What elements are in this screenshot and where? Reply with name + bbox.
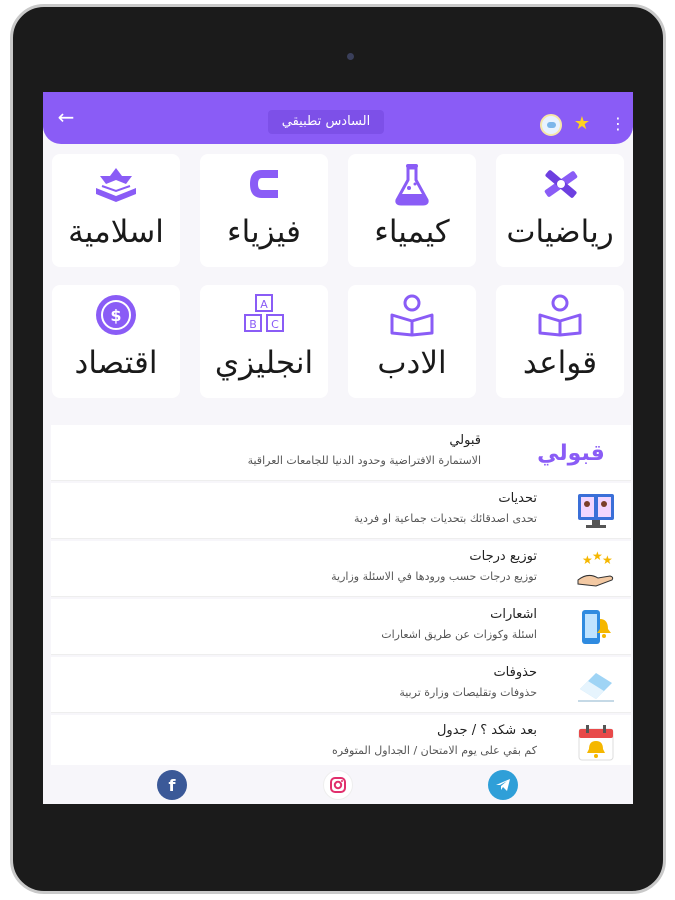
svg-text:★: ★ — [602, 553, 613, 567]
list-item-deletions[interactable] — [51, 657, 631, 713]
list-item-subtitle: حذوفات وتقليصات وزارة تربية — [399, 686, 537, 699]
list-item-subtitle: تحدى اصدقائك بتحديات جماعية او فردية — [353, 512, 537, 525]
calendar-alarm-icon — [575, 723, 617, 763]
subject-card-math[interactable] — [496, 154, 624, 267]
instagram-icon[interactable] — [323, 770, 353, 800]
subject-card-economy[interactable] — [52, 285, 180, 398]
qubooli-logo-text: قبولي — [537, 440, 605, 466]
subject-card-english[interactable] — [200, 285, 328, 398]
subject-card-literature[interactable] — [348, 285, 476, 398]
subject-label: فيزياء — [227, 214, 301, 250]
facebook-glyph: f — [168, 775, 176, 795]
subject-label: الادب — [377, 345, 447, 381]
subject-card-islamic[interactable] — [52, 154, 180, 267]
svg-text:A: A — [260, 298, 268, 311]
app-title: السادس تطبيقي — [268, 110, 384, 134]
flask-icon — [387, 162, 437, 206]
coin-icon — [91, 293, 141, 337]
app-bar — [43, 92, 633, 144]
more-vertical-icon[interactable]: ⋮ — [610, 114, 626, 133]
subject-label: اسلامية — [68, 214, 164, 250]
subject-label: انجليزي — [214, 345, 314, 381]
abc-blocks-icon — [239, 293, 289, 337]
list-item-qubooli[interactable] — [51, 425, 631, 481]
list-item-grades[interactable] — [51, 541, 631, 597]
quran-book-icon — [91, 162, 141, 206]
ruler-pencil-icon — [535, 162, 585, 206]
svg-text:★: ★ — [582, 553, 593, 567]
svg-text:C: C — [271, 318, 279, 331]
subject-card-grammar[interactable] — [496, 285, 624, 398]
list-item-countdown[interactable] — [51, 715, 631, 771]
svg-text:B: B — [249, 318, 257, 331]
subject-label: قواعد — [522, 345, 598, 381]
list-item-notifications[interactable] — [51, 599, 631, 655]
list-item-subtitle: الاستمارة الافتراضية وحدود الدنيا للجامعات العراقية — [247, 454, 481, 467]
list-item-title: بعد شكد ؟ / جدول — [436, 723, 537, 738]
subject-card-physics[interactable] — [200, 154, 328, 267]
subjects-grid — [52, 154, 624, 404]
telegram-icon[interactable] — [488, 770, 518, 800]
app-logo-icon[interactable] — [540, 114, 562, 136]
reader-icon — [387, 293, 437, 337]
list-item-title: قبولي — [449, 433, 481, 448]
arrow-back-icon[interactable]: ← — [57, 105, 75, 129]
svg-text:★: ★ — [592, 550, 603, 563]
list-item-title: حذوفات — [493, 665, 537, 680]
subject-card-chemistry[interactable] — [348, 154, 476, 267]
eraser-icon — [575, 665, 617, 705]
list-item-title: توزيع درجات — [469, 549, 537, 564]
list-item-subtitle: اسئلة وكوزات عن طريق اشعارات — [381, 628, 537, 641]
app-screen — [43, 92, 633, 804]
svg-text:$: $ — [110, 306, 122, 325]
subject-label: رياضيات — [506, 214, 614, 250]
list-item-title: اشعارات — [490, 607, 537, 622]
hand-stars-icon — [575, 549, 617, 589]
phone-bell-icon — [575, 607, 617, 647]
qubooli-logo — [531, 433, 611, 473]
monitor-people-icon — [575, 491, 617, 531]
list-item-subtitle: توزيع درجات حسب ورودها في الاسئلة وزارية — [331, 570, 537, 583]
star-icon[interactable]: ★ — [573, 113, 591, 134]
front-camera — [347, 53, 354, 60]
magnet-icon — [239, 162, 289, 206]
subject-label: اقتصاد — [74, 345, 158, 381]
subject-label: كيمياء — [374, 214, 450, 250]
list-item-subtitle: كم بقي على يوم الامتحان / الجداول المتوفره — [331, 744, 537, 757]
social-bar — [43, 765, 633, 804]
list-item-title: تحديات — [498, 491, 537, 506]
reader-icon — [535, 293, 585, 337]
list-item-challenges[interactable] — [51, 483, 631, 539]
facebook-icon[interactable] — [157, 770, 187, 800]
